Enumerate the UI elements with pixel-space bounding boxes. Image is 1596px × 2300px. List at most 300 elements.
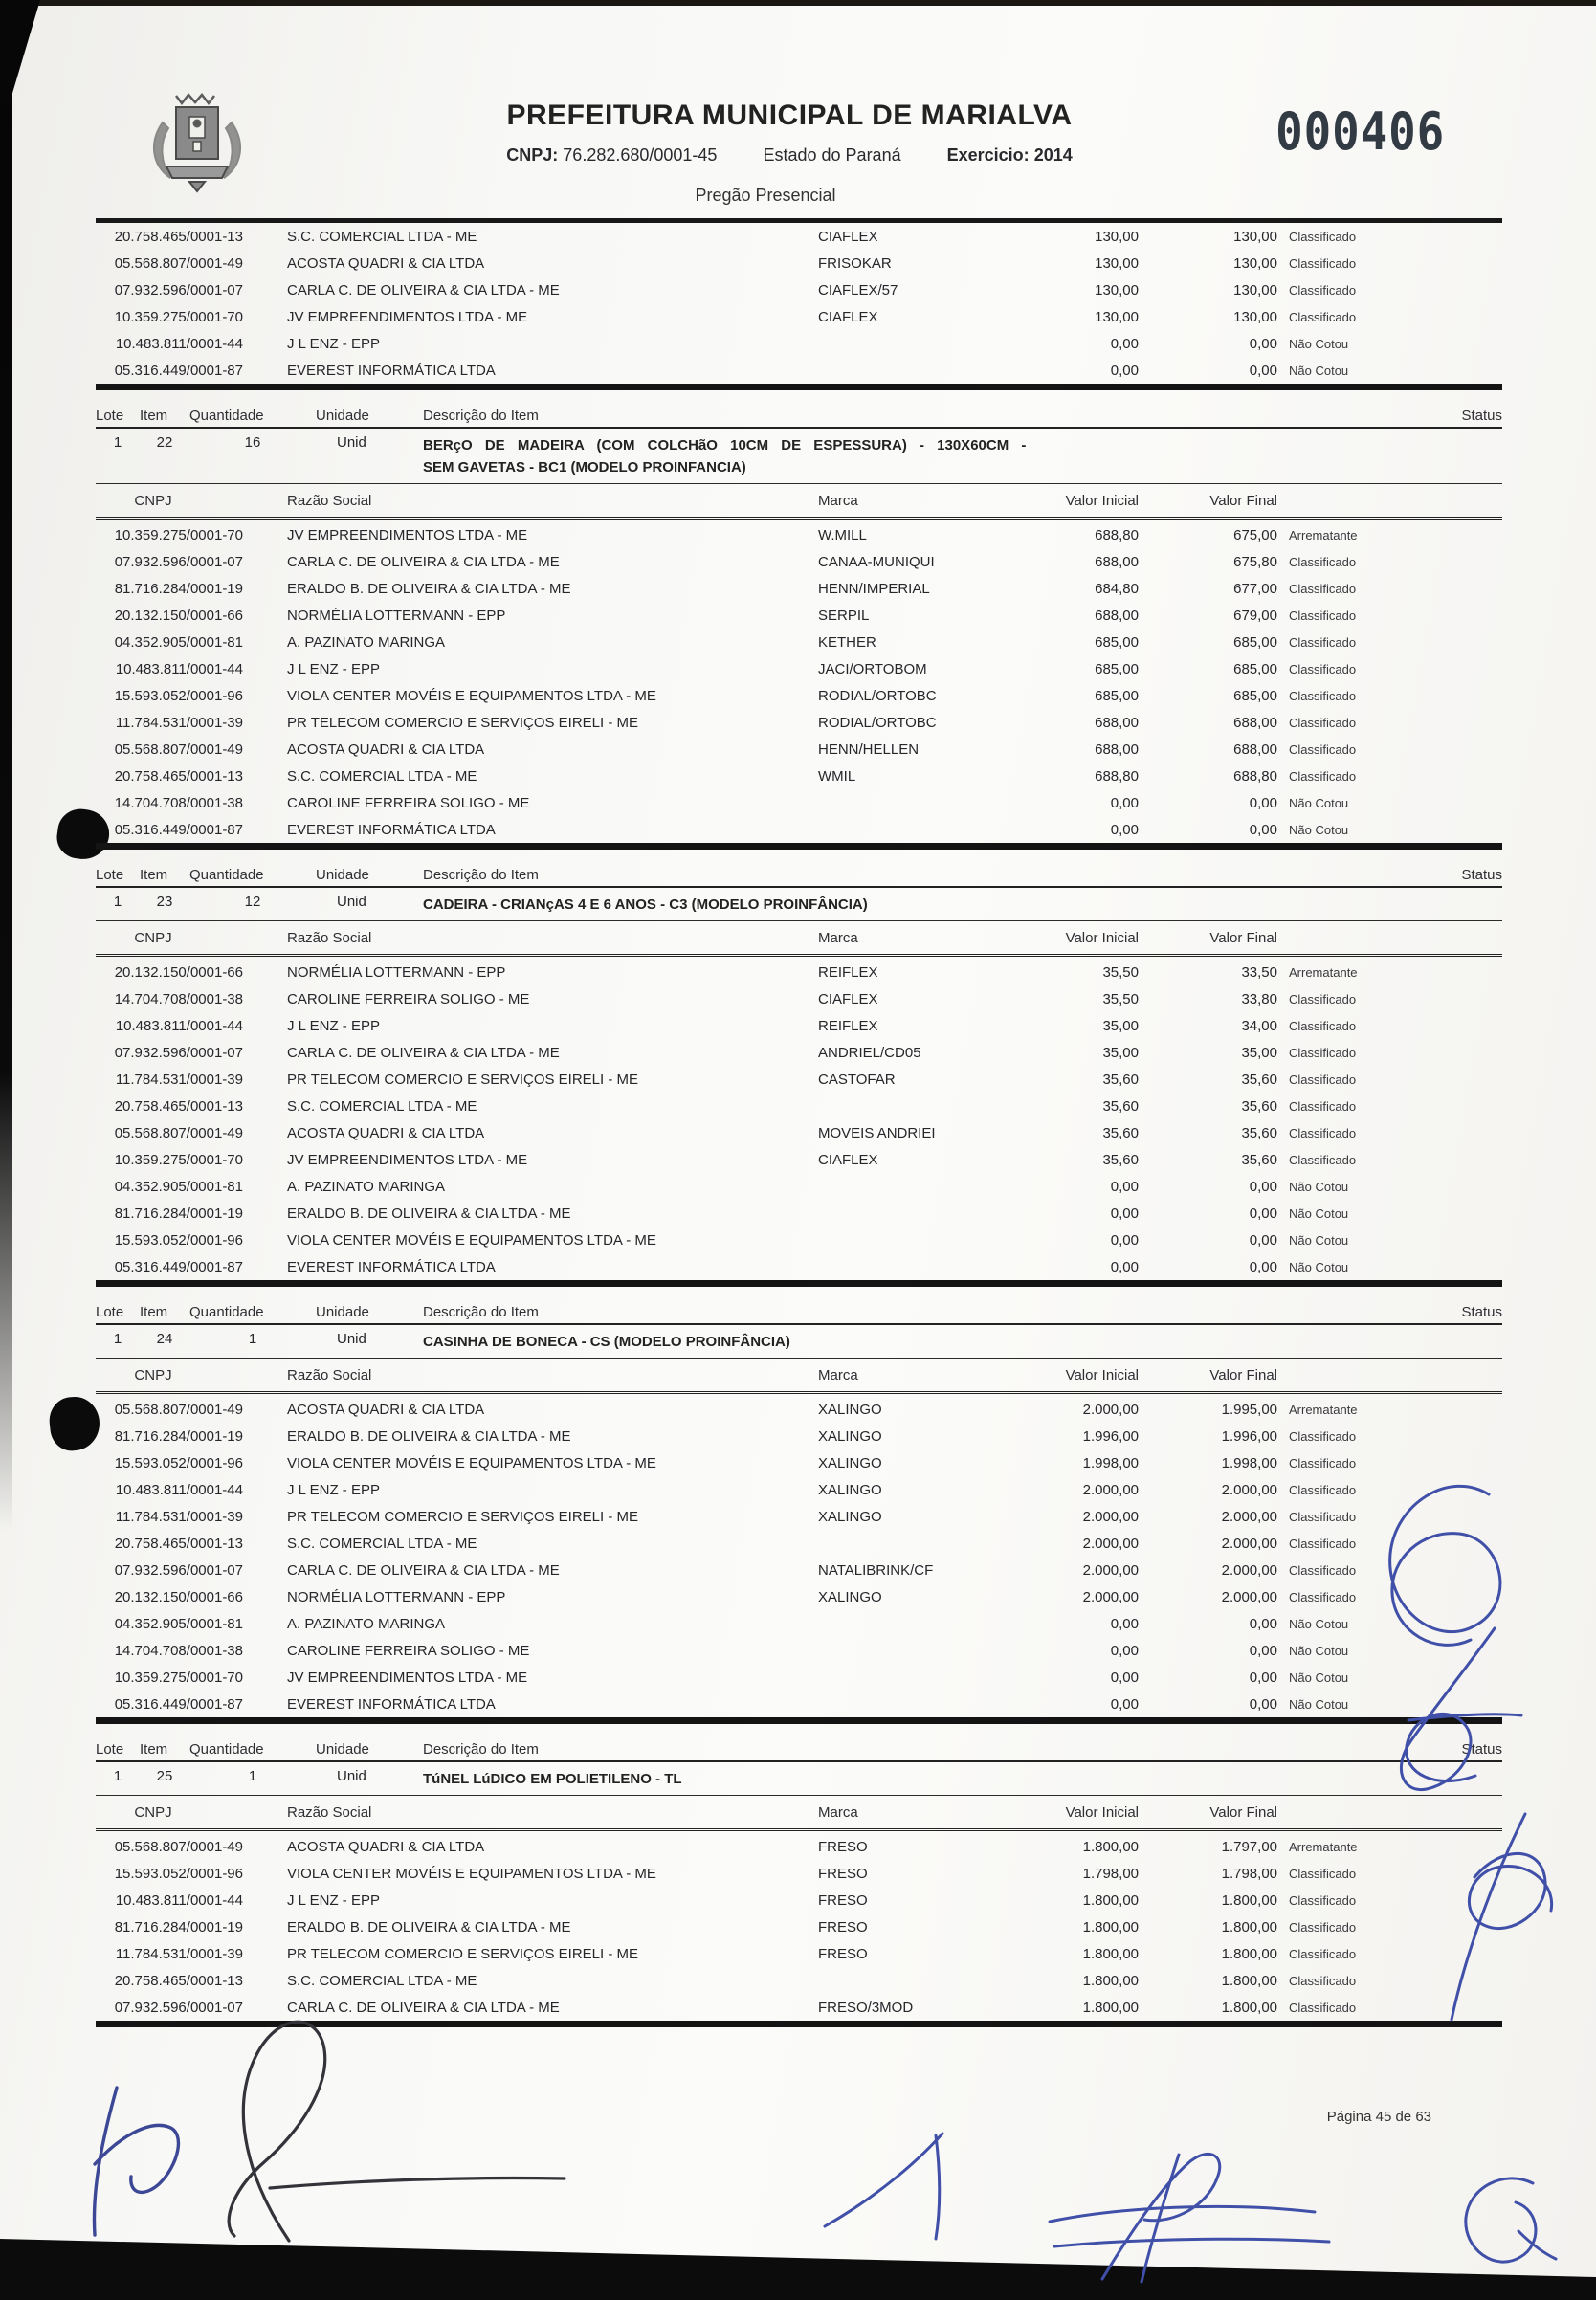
lot-header-row <box>96 1294 1502 1325</box>
bid-final-value: 2.000,00 <box>1221 1561 1277 1579</box>
bid-company-name: VIOLA CENTER MOVÉIS E EQUIPAMENTOS LTDA - ME <box>287 687 656 704</box>
bid-brand: FRISOKAR <box>818 254 892 272</box>
col-label-lote: Lote <box>96 867 124 883</box>
item-number: 24 <box>156 1331 173 1347</box>
lot-sections-container <box>96 398 1502 2027</box>
item-description-line: SEM GAVETAS - BC1 (MODELO PROINFANCIA) <box>423 459 746 475</box>
bid-row <box>96 985 1502 1012</box>
bid-company-name: ACOSTA QUADRI & CIA LTDA <box>287 1838 485 1855</box>
bid-cnpj: 11.784.531/0001-39 <box>115 1508 243 1525</box>
bid-initial-value: 0,00 <box>1110 1205 1139 1222</box>
bid-initial-value: 2.000,00 <box>1082 1561 1139 1579</box>
bid-initial-value: 1.800,00 <box>1082 1838 1139 1855</box>
col-label-marca: Marca <box>818 1366 858 1383</box>
bid-row <box>96 629 1502 655</box>
bid-cnpj: 11.784.531/0001-39 <box>115 1071 243 1088</box>
bid-company-name: PR TELECOM COMERCIO E SERVIÇOS EIRELI - ME <box>287 1508 639 1525</box>
bid-final-value: 677,00 <box>1233 580 1277 597</box>
document-body <box>96 218 1502 2027</box>
col-label-cnpj: CNPJ <box>134 929 172 946</box>
bid-row <box>96 303 1502 330</box>
bid-cnpj: 15.593.052/0001-96 <box>114 1231 243 1249</box>
bid-row <box>96 1146 1502 1173</box>
item-number: 23 <box>156 894 173 910</box>
item-unit: Unid <box>337 1331 366 1347</box>
lot-item-row <box>96 1762 1502 1796</box>
state-label: Estado do Paraná <box>763 145 901 165</box>
bid-brand: RODIAL/ORTOBC <box>818 687 937 704</box>
bid-rows <box>96 959 1502 1280</box>
bid-cnpj: 10.359.275/0001-70 <box>114 1669 243 1686</box>
bid-final-value: 1.800,00 <box>1221 1999 1277 2016</box>
bid-company-name: NORMÉLIA LOTTERMANN - EPP <box>287 607 506 624</box>
col-label-lote: Lote <box>96 1741 124 1758</box>
bid-status: Classificado <box>1289 1536 1357 1551</box>
lot-header-row <box>96 857 1502 888</box>
bid-final-value: 33,50 <box>1241 963 1277 981</box>
bid-company-name: EVEREST INFORMÁTICA LTDA <box>287 821 496 838</box>
col-label-marca: Marca <box>818 1803 858 1821</box>
bid-final-value: 685,00 <box>1233 633 1277 651</box>
bid-status: Classificado <box>1289 1125 1357 1140</box>
bid-company-name: S.C. COMERCIAL LTDA - ME <box>287 1535 477 1552</box>
bid-company-name: CARLA C. DE OLIVEIRA & CIA LTDA - ME <box>287 281 560 299</box>
bid-cnpj: 10.483.811/0001-44 <box>115 660 243 677</box>
signature-scribble-far-right <box>1466 2178 1556 2262</box>
col-label-unidade: Unidade <box>316 1304 369 1320</box>
bid-cnpj: 04.352.905/0001-81 <box>114 1615 243 1632</box>
bid-initial-value: 35,00 <box>1102 1044 1139 1061</box>
bid-company-name: ACOSTA QUADRI & CIA LTDA <box>287 1401 485 1418</box>
bid-initial-value: 2.000,00 <box>1082 1588 1139 1605</box>
bid-cnpj: 10.359.275/0001-70 <box>114 1151 243 1168</box>
bid-row <box>96 250 1502 276</box>
bid-status: Classificado <box>1289 1482 1357 1497</box>
bid-final-value: 1.798,00 <box>1221 1865 1277 1882</box>
bid-status: Classificado <box>1289 2000 1357 2015</box>
lot-number: 1 <box>113 434 122 451</box>
bid-initial-value: 0,00 <box>1110 1642 1139 1659</box>
bid-final-value: 130,00 <box>1233 281 1277 299</box>
bid-status: Não Cotou <box>1289 822 1349 837</box>
bid-company-name: S.C. COMERCIAL LTDA - ME <box>287 1972 477 1989</box>
exercise-value: 2014 <box>1033 145 1073 165</box>
bid-cnpj: 15.593.052/0001-96 <box>114 687 243 704</box>
col-label-status: Status <box>1461 1304 1502 1320</box>
bid-company-name: ERALDO B. DE OLIVEIRA & CIA LTDA - ME <box>287 1918 571 1935</box>
bid-row <box>96 1887 1502 1913</box>
lot-section <box>96 1732 1502 2027</box>
bid-brand: CIAFLEX/57 <box>818 281 898 299</box>
bid-initial-value: 685,00 <box>1095 633 1139 651</box>
bid-row <box>96 1994 1502 2021</box>
bid-company-name: NORMÉLIA LOTTERMANN - EPP <box>287 963 506 981</box>
bid-brand: CIAFLEX <box>818 228 878 245</box>
bid-final-value: 1.998,00 <box>1221 1454 1277 1471</box>
item-description-line: CADEIRA - CRIANçAS 4 E 6 ANOS - C3 (MODELO PROINFÂNCIA) <box>423 896 868 913</box>
bid-initial-value: 2.000,00 <box>1082 1401 1139 1418</box>
bid-brand: MOVEIS ANDRIEI <box>818 1124 936 1141</box>
bid-brand: NATALIBRINK/CF <box>818 1561 934 1579</box>
bid-company-name: CARLA C. DE OLIVEIRA & CIA LTDA - ME <box>287 1999 560 2016</box>
bid-company-name: VIOLA CENTER MOVÉIS E EQUIPAMENTOS LTDA - ME <box>287 1231 656 1249</box>
bid-status: Classificado <box>1289 661 1357 676</box>
bid-company-name: EVEREST INFORMÁTICA LTDA <box>287 1695 496 1713</box>
lot-section <box>96 1294 1502 1724</box>
col-label-razao: Razão Social <box>287 929 372 946</box>
bid-table-header <box>96 921 1502 957</box>
bid-company-name: A. PAZINATO MARINGA <box>287 633 446 651</box>
bid-row <box>96 1012 1502 1039</box>
col-label-valor-inicial: Valor Inicial <box>1065 929 1139 946</box>
bid-row <box>96 816 1502 843</box>
bid-final-value: 35,00 <box>1241 1044 1277 1061</box>
bid-brand: XALINGO <box>818 1454 882 1471</box>
bid-status: Classificado <box>1289 581 1357 596</box>
signature-scribble-center <box>825 2134 942 2239</box>
bid-final-value: 0,00 <box>1249 1231 1277 1249</box>
bid-status: Arrematante <box>1289 1839 1358 1854</box>
bid-status: Classificado <box>1289 1892 1357 1908</box>
bid-final-value: 2.000,00 <box>1221 1588 1277 1605</box>
bid-initial-value: 35,50 <box>1102 963 1139 981</box>
bid-brand: CIAFLEX <box>818 1151 878 1168</box>
bid-row <box>96 1423 1502 1449</box>
bid-company-name: J L ENZ - EPP <box>287 1891 380 1909</box>
bid-status: Classificado <box>1289 1455 1357 1471</box>
item-number: 22 <box>156 434 173 451</box>
bid-initial-value: 1.800,00 <box>1082 1891 1139 1909</box>
bid-cnpj: 05.568.807/0001-49 <box>114 741 243 758</box>
bid-cnpj: 10.483.811/0001-44 <box>115 1017 243 1034</box>
cnpj-value: 76.282.680/0001-45 <box>563 145 718 165</box>
bid-initial-value: 2.000,00 <box>1082 1481 1139 1498</box>
bid-initial-value: 0,00 <box>1110 1231 1139 1249</box>
bid-initial-value: 685,00 <box>1095 687 1139 704</box>
bid-company-name: A. PAZINATO MARINGA <box>287 1615 446 1632</box>
col-label-unidade: Unidade <box>316 408 369 424</box>
bid-row <box>96 1967 1502 1994</box>
bid-initial-value: 2.000,00 <box>1082 1508 1139 1525</box>
col-label-unidade: Unidade <box>316 1741 369 1758</box>
bid-final-value: 33,80 <box>1241 990 1277 1007</box>
bid-row <box>96 1833 1502 1860</box>
bid-final-value: 34,00 <box>1241 1017 1277 1034</box>
bid-cnpj: 04.352.905/0001-81 <box>114 1178 243 1195</box>
bid-status: Classificado <box>1289 229 1357 244</box>
bid-brand: W.MILL <box>818 526 867 543</box>
bid-final-value: 2.000,00 <box>1221 1508 1277 1525</box>
lot-item-row <box>96 429 1502 484</box>
section-end-divider <box>96 2021 1502 2027</box>
item-description <box>423 894 1387 916</box>
bid-cnpj: 07.932.596/0001-07 <box>114 1999 243 2016</box>
bid-initial-value: 685,00 <box>1095 660 1139 677</box>
col-label-lote: Lote <box>96 1304 124 1320</box>
bid-company-name: JV EMPREENDIMENTOS LTDA - ME <box>287 526 528 543</box>
bid-brand: FRESO <box>818 1865 868 1882</box>
bid-cnpj: 14.704.708/0001-38 <box>114 1642 243 1659</box>
col-label-valor-final: Valor Final <box>1209 1803 1277 1821</box>
bid-final-value: 675,80 <box>1233 553 1277 570</box>
bid-status: Classificado <box>1289 1589 1357 1604</box>
scan-edge-left <box>0 0 12 1531</box>
col-label-item: Item <box>140 1741 168 1758</box>
bid-cnpj: 20.132.150/0001-66 <box>114 963 243 981</box>
bid-row <box>96 276 1502 303</box>
bid-brand: REIFLEX <box>818 1017 878 1034</box>
bid-company-name: EVEREST INFORMÁTICA LTDA <box>287 1258 496 1275</box>
bid-table-header <box>96 1359 1502 1394</box>
page-number-label: Página 45 de 63 <box>1326 2109 1431 2125</box>
bid-initial-value: 35,60 <box>1102 1151 1139 1168</box>
bid-cnpj: 81.716.284/0001-19 <box>114 1427 243 1445</box>
bid-company-name: EVEREST INFORMÁTICA LTDA <box>287 362 496 379</box>
bid-final-value: 130,00 <box>1233 308 1277 325</box>
col-label-item: Item <box>140 408 168 424</box>
bid-row <box>96 602 1502 629</box>
bid-status: Arrematante <box>1289 1402 1358 1417</box>
bid-final-value: 0,00 <box>1249 1178 1277 1195</box>
bid-initial-value: 0,00 <box>1110 335 1139 352</box>
bid-initial-value: 1.996,00 <box>1082 1427 1139 1445</box>
bid-final-value: 1.797,00 <box>1221 1838 1277 1855</box>
bid-status: Classificado <box>1289 1072 1357 1087</box>
bid-brand: CANAA-MUNIQUI <box>818 553 935 570</box>
bid-brand: CIAFLEX <box>818 990 878 1007</box>
bid-brand: CASTOFAR <box>818 1071 896 1088</box>
col-label-marca: Marca <box>818 492 858 509</box>
bid-row <box>96 709 1502 736</box>
bid-company-name: S.C. COMERCIAL LTDA - ME <box>287 1097 477 1115</box>
col-label-unidade: Unidade <box>316 867 369 883</box>
bid-status: Classificado <box>1289 1152 1357 1167</box>
bid-initial-value: 35,50 <box>1102 990 1139 1007</box>
col-label-valor-final: Valor Final <box>1209 492 1277 509</box>
bid-company-name: CARLA C. DE OLIVEIRA & CIA LTDA - ME <box>287 1561 560 1579</box>
bid-brand: FRESO <box>818 1918 868 1935</box>
bid-company-name: ERALDO B. DE OLIVEIRA & CIA LTDA - ME <box>287 580 571 597</box>
col-label-valor-final: Valor Final <box>1209 929 1277 946</box>
bid-initial-value: 35,60 <box>1102 1071 1139 1088</box>
bid-initial-value: 1.998,00 <box>1082 1454 1139 1471</box>
bid-cnpj: 05.568.807/0001-49 <box>114 254 243 272</box>
bid-final-value: 0,00 <box>1249 335 1277 352</box>
bid-cnpj: 07.932.596/0001-07 <box>114 1044 243 1061</box>
bid-final-value: 0,00 <box>1249 1258 1277 1275</box>
page-title: PREFEITURA MUNICIPAL DE MARIALVA <box>506 100 1073 131</box>
col-label-quantidade: Quantidade <box>189 1304 264 1320</box>
bid-cnpj: 20.758.465/0001-13 <box>114 1097 243 1115</box>
bid-initial-value: 0,00 <box>1110 362 1139 379</box>
bid-status: Arrematante <box>1289 964 1358 980</box>
bid-initial-value: 1.800,00 <box>1082 1999 1139 2016</box>
bid-initial-value: 0,00 <box>1110 821 1139 838</box>
bid-company-name: ACOSTA QUADRI & CIA LTDA <box>287 741 485 758</box>
bid-row <box>96 1664 1502 1691</box>
col-label-item: Item <box>140 1304 168 1320</box>
bid-initial-value: 0,00 <box>1110 1669 1139 1686</box>
bid-status: Classificado <box>1289 741 1357 757</box>
bid-company-name: CARLA C. DE OLIVEIRA & CIA LTDA - ME <box>287 1044 560 1061</box>
bid-row <box>96 682 1502 709</box>
bid-final-value: 1.800,00 <box>1221 1918 1277 1935</box>
bid-row <box>96 223 1502 250</box>
bid-brand: REIFLEX <box>818 963 878 981</box>
bid-final-value: 35,60 <box>1241 1071 1277 1088</box>
col-label-valor-inicial: Valor Inicial <box>1065 1366 1139 1383</box>
col-label-item: Item <box>140 867 168 883</box>
bid-cnpj: 11.784.531/0001-39 <box>115 714 243 731</box>
col-label-lote: Lote <box>96 408 124 424</box>
bid-final-value: 0,00 <box>1249 821 1277 838</box>
item-quantity: 1 <box>248 1768 257 1784</box>
lot-number: 1 <box>113 1768 122 1784</box>
bid-final-value: 0,00 <box>1249 1205 1277 1222</box>
bid-final-value: 688,00 <box>1233 714 1277 731</box>
signature-scribble-bottom-left <box>94 2088 178 2235</box>
col-label-valor-inicial: Valor Inicial <box>1065 1803 1139 1821</box>
bid-cnpj: 20.758.465/0001-13 <box>114 767 243 785</box>
bid-brand: XALINGO <box>818 1401 882 1418</box>
scan-edge-top <box>0 0 1596 6</box>
bid-status: Classificado <box>1289 688 1357 703</box>
bid-initial-value: 130,00 <box>1095 254 1139 272</box>
bid-final-value: 35,60 <box>1241 1097 1277 1115</box>
bid-final-value: 1.995,00 <box>1221 1401 1277 1418</box>
bid-row <box>96 655 1502 682</box>
bid-cnpj: 10.483.811/0001-44 <box>115 1481 243 1498</box>
bid-final-value: 688,00 <box>1233 741 1277 758</box>
item-description <box>423 434 1387 478</box>
bid-status: Classificado <box>1289 991 1357 1006</box>
bid-company-name: PR TELECOM COMERCIO E SERVIÇOS EIRELI - ME <box>287 714 639 731</box>
bid-row <box>96 1503 1502 1530</box>
bid-initial-value: 0,00 <box>1110 1615 1139 1632</box>
bid-brand: HENN/HELLEN <box>818 741 920 758</box>
bid-status: Classificado <box>1289 715 1357 730</box>
bid-row <box>96 1066 1502 1093</box>
bid-company-name: JV EMPREENDIMENTOS LTDA - ME <box>287 308 528 325</box>
bid-status: Classificado <box>1289 1045 1357 1060</box>
scan-edge-corner <box>0 0 40 105</box>
bid-status: Classificado <box>1289 1098 1357 1114</box>
item-quantity: 12 <box>244 894 261 910</box>
bid-cnpj: 14.704.708/0001-38 <box>114 794 243 811</box>
bid-row <box>96 1940 1502 1967</box>
bid-cnpj: 10.483.811/0001-44 <box>115 335 243 352</box>
bid-cnpj: 81.716.284/0001-19 <box>114 1918 243 1935</box>
bid-company-name: PR TELECOM COMERCIO E SERVIÇOS EIRELI - ME <box>287 1071 639 1088</box>
bid-cnpj: 81.716.284/0001-19 <box>114 1205 243 1222</box>
bid-cnpj: 11.784.531/0001-39 <box>115 1945 243 1962</box>
bid-brand: ANDRIEL/CD05 <box>818 1044 921 1061</box>
bid-cnpj: 07.932.596/0001-07 <box>114 553 243 570</box>
item-description <box>423 1768 1387 1790</box>
bid-company-name: ACOSTA QUADRI & CIA LTDA <box>287 1124 485 1141</box>
bid-status: Classificado <box>1289 1973 1357 1988</box>
bid-row <box>96 1637 1502 1664</box>
bid-cnpj: 10.359.275/0001-70 <box>114 526 243 543</box>
signature-scribble-center-right <box>1050 2154 1329 2282</box>
bid-company-name: PR TELECOM COMERCIO E SERVIÇOS EIRELI - ME <box>287 1945 639 1962</box>
bid-initial-value: 35,60 <box>1102 1124 1139 1141</box>
bid-initial-value: 684,80 <box>1095 580 1139 597</box>
bid-company-name: VIOLA CENTER MOVÉIS E EQUIPAMENTOS LTDA - ME <box>287 1454 656 1471</box>
col-label-marca: Marca <box>818 929 858 946</box>
bid-company-name: JV EMPREENDIMENTOS LTDA - ME <box>287 1151 528 1168</box>
bid-final-value: 0,00 <box>1249 1695 1277 1713</box>
bid-initial-value: 2.000,00 <box>1082 1535 1139 1552</box>
bid-status: Não Cotou <box>1289 1670 1349 1685</box>
bid-cnpj: 05.316.449/0001-87 <box>114 1258 243 1275</box>
bid-final-value: 0,00 <box>1249 362 1277 379</box>
bid-initial-value: 1.800,00 <box>1082 1918 1139 1935</box>
bid-status: Classificado <box>1289 1018 1357 1033</box>
bid-row <box>96 1610 1502 1637</box>
lot-item-row <box>96 888 1502 921</box>
bid-final-value: 0,00 <box>1249 1615 1277 1632</box>
bid-status: Classificado <box>1289 1946 1357 1961</box>
bid-cnpj: 05.568.807/0001-49 <box>114 1401 243 1418</box>
bid-cnpj: 10.483.811/0001-44 <box>115 1891 243 1909</box>
bid-status: Não Cotou <box>1289 1179 1349 1194</box>
bid-table-header <box>96 484 1502 520</box>
bid-company-name: J L ENZ - EPP <box>287 660 380 677</box>
bid-modality-label: Pregão Presencial <box>695 186 836 205</box>
bid-company-name: J L ENZ - EPP <box>287 1481 380 1498</box>
bid-final-value: 1.800,00 <box>1221 1945 1277 1962</box>
lot-header-row <box>96 398 1502 429</box>
bid-company-name: J L ENZ - EPP <box>287 335 380 352</box>
page-stamp-number: 000406 <box>1275 101 1445 162</box>
bid-cnpj: 20.758.465/0001-13 <box>114 1972 243 1989</box>
bid-company-name: S.C. COMERCIAL LTDA - ME <box>287 767 477 785</box>
bid-status: Não Cotou <box>1289 1643 1349 1658</box>
bid-company-name: CAROLINE FERREIRA SOLIGO - ME <box>287 794 530 811</box>
continuation-bid-table <box>96 223 1502 384</box>
exercise-label: Exercicio: <box>946 145 1030 165</box>
bid-status: Não Cotou <box>1289 1232 1349 1248</box>
bid-company-name: ACOSTA QUADRI & CIA LTDA <box>287 254 485 272</box>
col-label-descricao: Descrição do Item <box>423 408 539 424</box>
bid-rows <box>96 521 1502 843</box>
item-description-line: BERçO DE MADEIRA (COM COLCHãO 10CM DE ESPESSURA) - 130X60CM - <box>423 437 1027 453</box>
bid-final-value: 130,00 <box>1233 228 1277 245</box>
signature-scribble-loop-dark <box>229 2022 565 2241</box>
bid-brand: SERPIL <box>818 607 870 624</box>
bid-brand: WMIL <box>818 767 856 785</box>
col-label-razao: Razão Social <box>287 1803 372 1821</box>
bid-row <box>96 521 1502 548</box>
bid-cnpj: 81.716.284/0001-19 <box>114 580 243 597</box>
lot-number: 1 <box>113 1331 122 1347</box>
item-description <box>423 1331 1387 1353</box>
bid-row <box>96 330 1502 357</box>
bid-brand: XALINGO <box>818 1508 882 1525</box>
item-description-line: TúNEL LúDICO EM POLIETILENO - TL <box>423 1771 682 1787</box>
bid-company-name: JV EMPREENDIMENTOS LTDA - ME <box>287 1669 528 1686</box>
bid-cnpj: 07.932.596/0001-07 <box>114 281 243 299</box>
bid-final-value: 688,80 <box>1233 767 1277 785</box>
bid-final-value: 675,00 <box>1233 526 1277 543</box>
bid-row <box>96 548 1502 575</box>
item-quantity: 16 <box>244 434 261 451</box>
bid-status: Não Cotou <box>1289 1259 1349 1274</box>
bid-initial-value: 0,00 <box>1110 794 1139 811</box>
bid-row <box>96 1583 1502 1610</box>
bid-final-value: 2.000,00 <box>1221 1481 1277 1498</box>
